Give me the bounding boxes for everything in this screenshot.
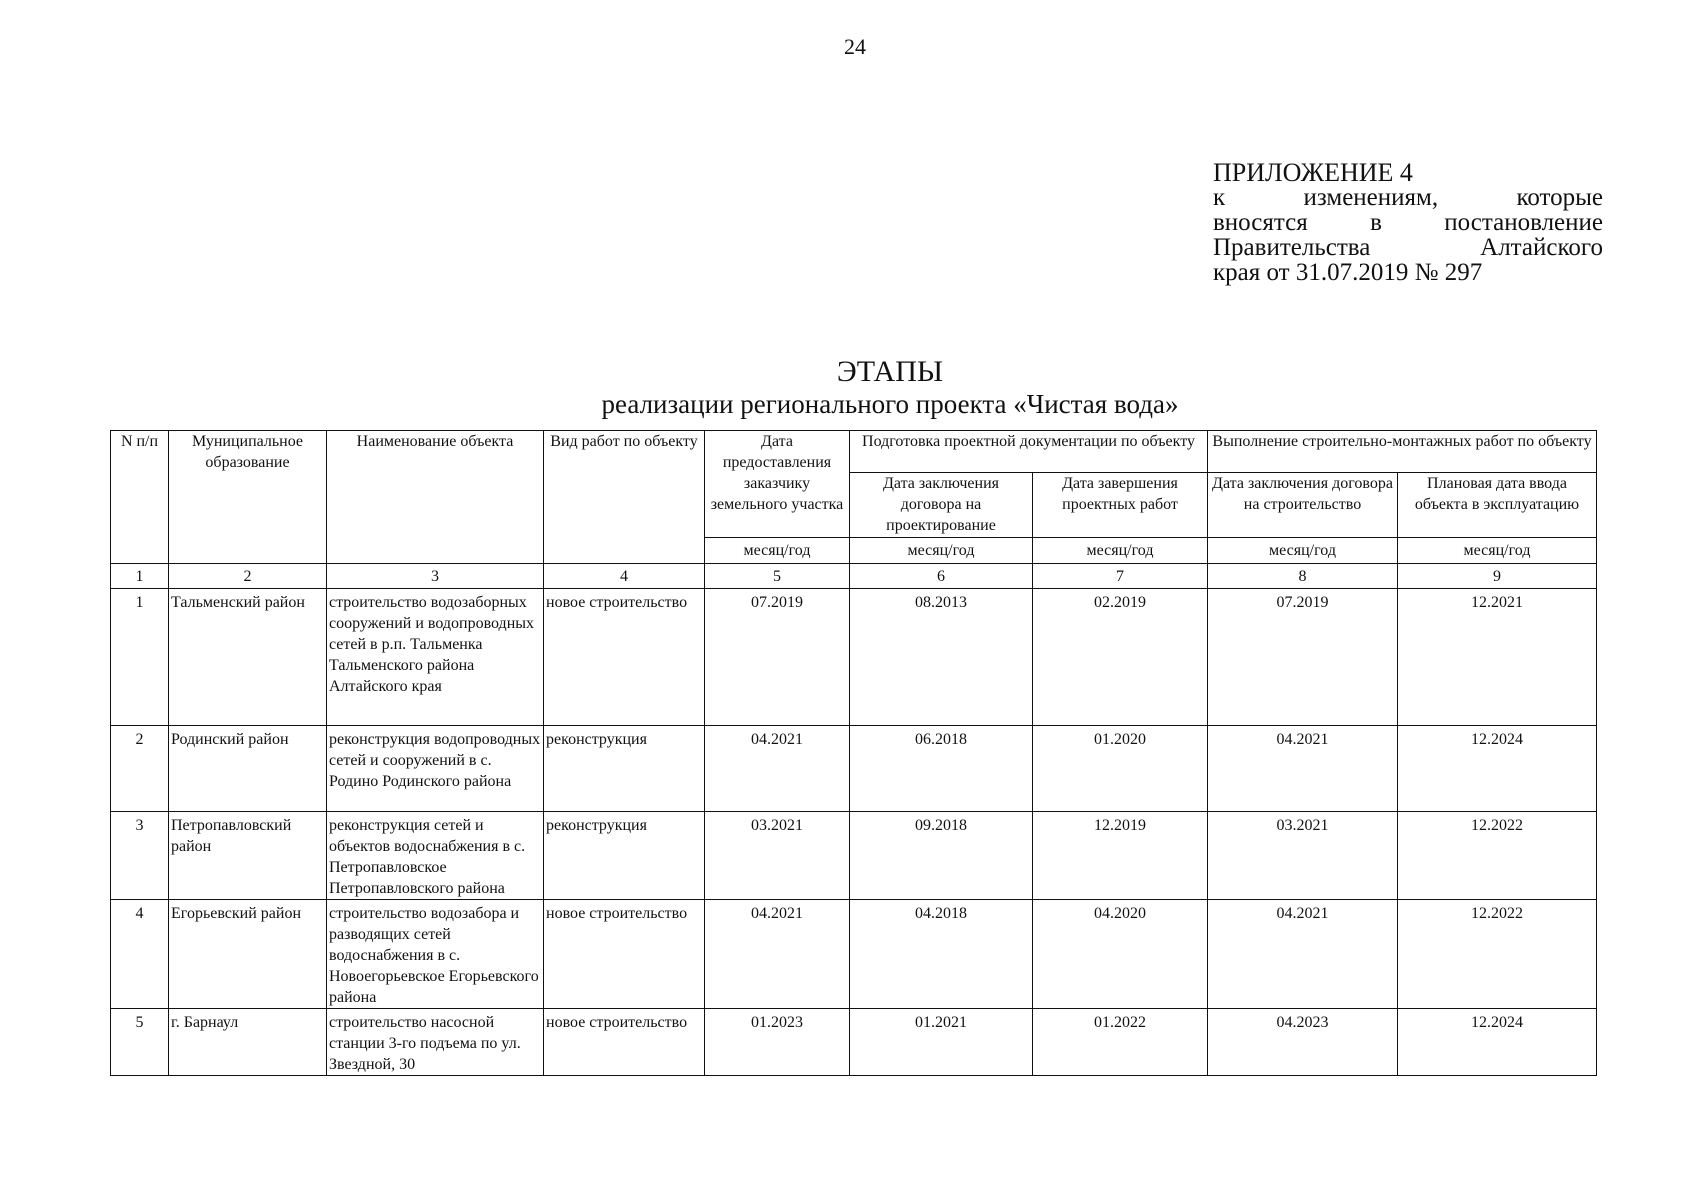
column-number: 2: [169, 564, 327, 589]
row-commissioning: 12.2024: [1398, 1009, 1597, 1076]
row-design-contract: 06.2018: [850, 726, 1033, 812]
row-construction-contract: 04.2023: [1208, 1009, 1398, 1076]
appendix-heading: ПРИЛОЖЕНИЕ 4: [1213, 158, 1413, 187]
row-object: строительство водозаборных сооружений и водопроводных сетей в р.п. Тальменка Тальменского района Алтайского края: [327, 589, 544, 726]
row-land-date: 07.2019: [705, 589, 850, 726]
row-design-complete: 01.2020: [1033, 726, 1208, 812]
row-work-type: новое строительство: [544, 589, 705, 726]
header-design-group: Подготовка проектной документации по объекту: [850, 431, 1208, 473]
header-construction-group: Выполнение строительно-монтажных работ по объекту: [1208, 431, 1597, 473]
table-row: [111, 900, 1597, 1009]
row-commissioning: 12.2022: [1398, 900, 1597, 1009]
row-commissioning: 12.2022: [1398, 812, 1597, 900]
header-object-name: Наименование объекта: [327, 431, 544, 564]
row-construction-contract: 03.2021: [1208, 812, 1398, 900]
row-num: 4: [111, 900, 169, 1009]
appendix-line: края от 31.07.2019 № 297: [1213, 259, 1483, 286]
appendix-block: [1213, 160, 1603, 285]
column-number: 4: [544, 564, 705, 589]
row-construction-contract: 04.2021: [1208, 726, 1398, 812]
row-construction-contract: 04.2021: [1208, 900, 1398, 1009]
header-num: N п/п: [111, 431, 169, 564]
unit-label: месяц/год: [850, 538, 1033, 564]
unit-label: месяц/год: [1398, 538, 1597, 564]
column-number: 7: [1033, 564, 1208, 589]
unit-label: месяц/год: [705, 538, 850, 564]
stages-table: [110, 430, 1597, 1076]
table-row: [111, 726, 1597, 812]
row-design-contract: 08.2013: [850, 589, 1033, 726]
column-number: 8: [1208, 564, 1398, 589]
appendix-line: к изменениям, которые: [1213, 184, 1603, 211]
row-municipality: Родинский район: [169, 726, 327, 812]
row-land-date: 03.2021: [705, 812, 850, 900]
document-title: ЭТАПЫ: [836, 355, 944, 388]
table-row: [111, 1009, 1597, 1076]
row-municipality: г. Барнаул: [169, 1009, 327, 1076]
header-commissioning: Плановая дата ввода объекта в эксплуатацию: [1398, 473, 1597, 538]
row-object: строительство водозабора и разводящих сетей водоснабжения в с. Новоегорьевское Егорьевского района: [327, 900, 544, 1009]
column-number: 6: [850, 564, 1033, 589]
column-number: 9: [1398, 564, 1597, 589]
row-design-complete: 12.2019: [1033, 812, 1208, 900]
appendix-line: вносятся в постановление: [1213, 209, 1603, 236]
row-design-complete: 02.2019: [1033, 589, 1208, 726]
row-design-contract: 09.2018: [850, 812, 1033, 900]
header-construction-contract: Дата заключения договора на строительство: [1208, 473, 1398, 538]
row-work-type: новое строительство: [544, 1009, 705, 1076]
header-land-date: Дата предоставления заказчику земельного участка: [705, 431, 850, 538]
row-num: 1: [111, 589, 169, 726]
row-work-type: новое строительство: [544, 900, 705, 1009]
row-design-contract: 04.2018: [850, 900, 1033, 1009]
row-design-contract: 01.2021: [850, 1009, 1033, 1076]
table-row: [111, 589, 1597, 726]
header-design-complete: Дата завершения проектных работ: [1033, 473, 1208, 538]
row-land-date: 01.2023: [705, 1009, 850, 1076]
row-object: реконструкция сетей и объектов водоснабжения в с. Петропавловское Петропавловского района: [327, 812, 544, 900]
row-num: 5: [111, 1009, 169, 1076]
header-work-type: Вид работ по объекту: [544, 431, 705, 564]
column-number: 5: [705, 564, 850, 589]
row-design-complete: 04.2020: [1033, 900, 1208, 1009]
table-row: [111, 812, 1597, 900]
header-design-contract: Дата заключения договора на проектирование: [850, 473, 1033, 538]
row-municipality: Петропавловский район: [169, 812, 327, 900]
row-construction-contract: 07.2019: [1208, 589, 1398, 726]
row-num: 3: [111, 812, 169, 900]
row-object: реконструкция водопроводных сетей и сооружений в с. Родино Родинского района: [327, 726, 544, 812]
row-num: 2: [111, 726, 169, 812]
page-number: 24: [844, 34, 866, 59]
row-commissioning: 12.2024: [1398, 726, 1597, 812]
header-municipality: Муниципальное образование: [169, 431, 327, 564]
unit-label: месяц/год: [1208, 538, 1398, 564]
row-design-complete: 01.2022: [1033, 1009, 1208, 1076]
row-land-date: 04.2021: [705, 900, 850, 1009]
unit-label: месяц/год: [1033, 538, 1208, 564]
row-object: строительство насосной станции 3-го подъема по ул. Звездной, 30: [327, 1009, 544, 1076]
column-number: 1: [111, 564, 169, 589]
row-work-type: реконструкция: [544, 726, 705, 812]
appendix-line: Правительства Алтайского: [1213, 234, 1603, 261]
row-commissioning: 12.2021: [1398, 589, 1597, 726]
document-subtitle: реализации регионального проекта «Чистая вода»: [601, 389, 1179, 419]
row-land-date: 04.2021: [705, 726, 850, 812]
column-number: 3: [327, 564, 544, 589]
row-municipality: Тальменский район: [169, 589, 327, 726]
row-municipality: Егорьевский район: [169, 900, 327, 1009]
row-work-type: реконструкция: [544, 812, 705, 900]
